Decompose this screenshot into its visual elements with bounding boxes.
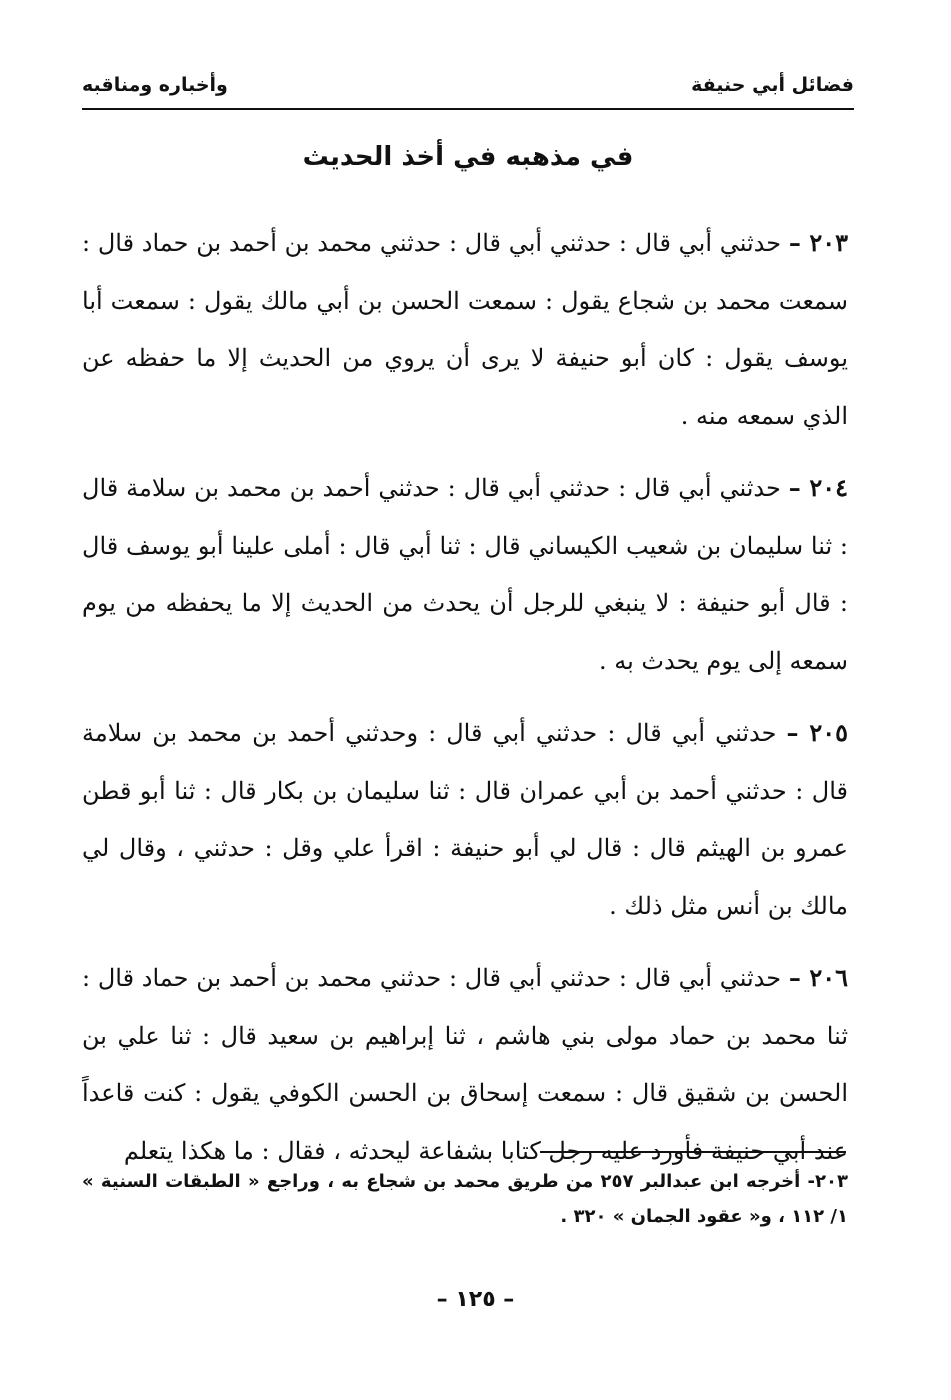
book-title: فضائل أبي حنيفة [691, 74, 854, 96]
hadith-text: حدثني أبي قال : حدثني أبي قال : حدثني محمد بن أحمد بن حماد قال : سمعت محمد بن شجاع يقول : سمعت الحسن بن أبي مالك يقول : سمعت أبا يوسف يقول : كان أبو حنيفة لا يرى أن يروي من الحديث إلا ما حفظه عن الذي سمعه منه . [82, 229, 848, 430]
hadith-number: ٢٠٣ – [788, 228, 848, 257]
hadith-text: حدثني أبي قال : حدثني أبي قال : وحدثني أحمد بن محمد بن سلامة قال : حدثني أحمد بن أبي عمران قال : ثنا سليمان بن بكار قال : ثنا أبو قطن عمرو بن الهيثم قال : قال لي أبو حنيفة : اقرأ علي وقل : حدثني ، وقال لي مالك بن أنس مثل ذلك . [82, 719, 848, 920]
hadith-number: ٢٠٤ – [788, 473, 848, 502]
footnote: ٢٠٣- أخرجه ابن عبدالبر ٢٥٧ من طريق محمد بن شجاع به ، وراجع « الطبقات السنية » ١/ ١١٢ ، و« عقود الجمان » ٣٢٠ . [82, 1171, 848, 1227]
hadith-paragraph [82, 704, 848, 935]
hadith-number: ٢٠٥ – [786, 718, 848, 747]
hadith-text: حدثني أبي قال : حدثني أبي قال : حدثني أحمد بن محمد بن سلامة قال : ثنا سليمان بن شعيب الكيساني قال : ثنا أبي قال : أملى علينا أبو يوسف قال : قال أبو حنيفة : لا ينبغي للرجل أن يحدث من الحديث إلا ما يحفظه من يوم سمعه إلى يوم يحدث به . [82, 474, 848, 675]
hadith-number: ٢٠٦ – [788, 963, 848, 992]
header-rule [82, 108, 854, 110]
hadith-text: حدثني أبي قال : حدثني أبي قال : حدثني محمد بن أحمد بن حماد قال : ثنا محمد بن حماد مولى بني هاشم ، ثنا إبراهيم بن سعيد قال : ثنا علي بن الحسن بن شقيق قال : سمعت إسحاق بن الحسن الكوفي يقول : كنت قاعداً عند أبي حنيفة فأورد عليه رجل كتابا بشفاعة ليحدثه ، فقال : ما هكذا يتعلم [82, 964, 848, 1165]
page-number: – ١٢٥ – [436, 1287, 515, 1312]
running-header [82, 70, 854, 106]
hadith-paragraph [82, 459, 848, 690]
footnote-rule [540, 1151, 846, 1153]
hadith-paragraph [82, 214, 848, 445]
main-text [82, 214, 848, 1194]
section-label: وأخباره ومناقبه [82, 74, 228, 96]
chapter-title: في مذهبه في أخذ الحديث [302, 142, 634, 172]
hadith-paragraph [82, 949, 848, 1180]
